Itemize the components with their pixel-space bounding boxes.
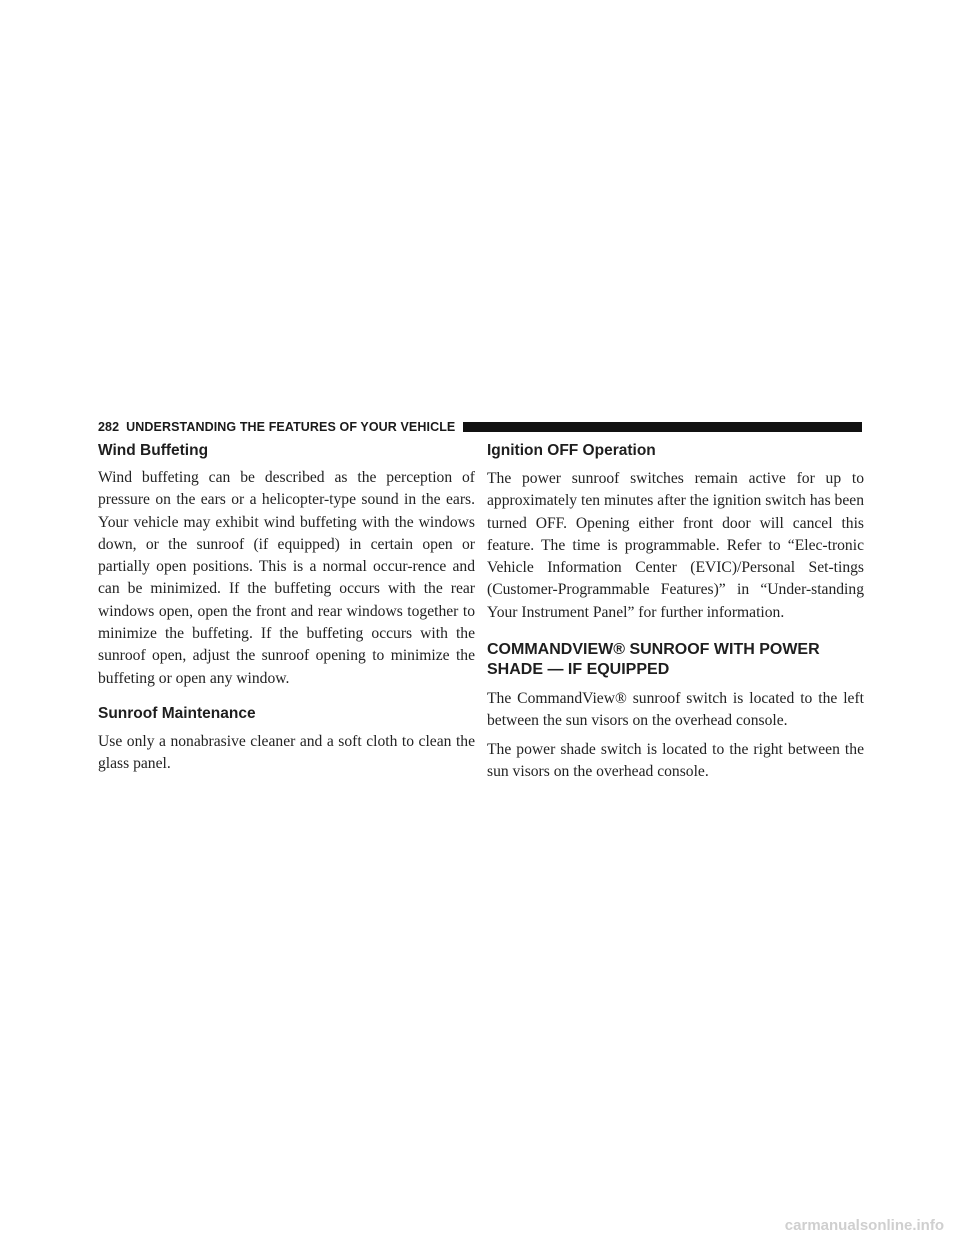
commandview-body-shade: The power shade switch is located to the right between the sun visors on the overhead console.: [487, 740, 864, 780]
running-title: UNDERSTANDING THE FEATURES OF YOUR VEHICLE: [126, 420, 456, 434]
wind-buffeting-body: Wind buffeting can be described as the perception of pressure on the ears or a helicopter-type sound in the ears. Your vehicle may exhibit wind buffeting with the windows down, or the sunroof (if equipped) in certain open or partially open positions. This is a normal occur-rence and can be minimized. If the buffeting occurs with the rear windows open, open the front and rear windows together to minimize the buffeting. If the buffeting occurs with the sunroof open, adjust the sunroof opening to minimize the buffeting or open any window.: [98, 469, 475, 687]
commandview-heading: [487, 640, 864, 680]
right-column: [487, 440, 864, 783]
ignition-off-body: The power sunroof switches remain active for up to approximately ten minutes after the ignition switch has been turned OFF. Opening either front door will cancel this feature. The time is programmable. Refer to “Elec-tronic Vehicle Information Center (EVIC)/Personal Set-tings (Customer-Programmable Features)” in “Under-standing Your Instrument Panel” for further information.: [487, 470, 864, 621]
sunroof-maintenance-body: Use only a nonabrasive cleaner and a soft cloth to clean the glass panel.: [98, 732, 475, 773]
sunroof-maintenance-heading: Sunroof Maintenance: [98, 704, 256, 722]
header-rule: [463, 422, 862, 432]
ignition-off-heading: Ignition OFF Operation: [487, 442, 656, 459]
commandview-body-switch: The CommandView® sunroof switch is located to the left between the sun visors on the overhead console.: [487, 690, 864, 730]
watermark: carmanualsonline.info: [784, 1217, 944, 1234]
page-number: 282: [98, 420, 120, 434]
wind-buffeting-heading: Wind Buffeting: [98, 442, 209, 459]
left-column: [98, 440, 475, 776]
commandview-heading-line2: SHADE — IF EQUIPPED: [487, 661, 670, 679]
commandview-heading-line1: COMMANDVIEW® SUNROOF WITH POWER: [487, 641, 820, 659]
page-header: [98, 418, 862, 436]
